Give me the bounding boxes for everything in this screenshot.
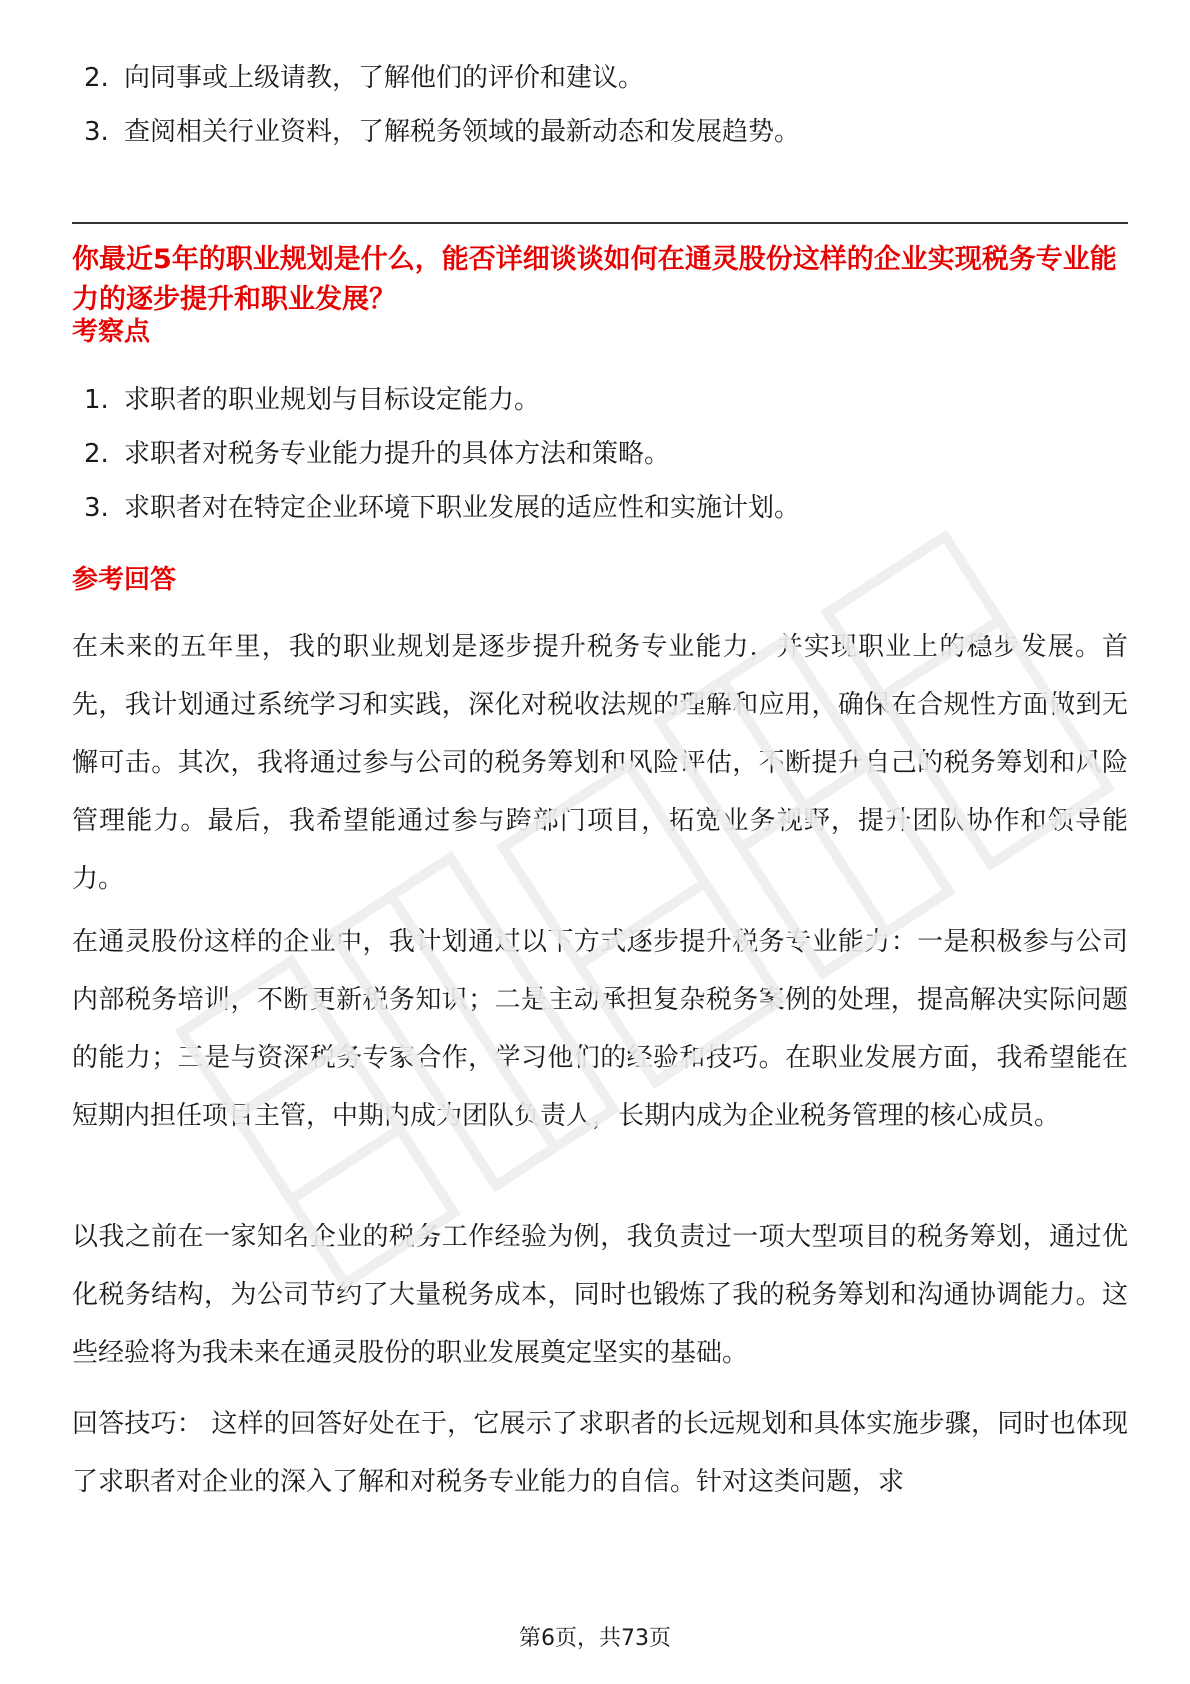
list-item (84, 60, 644, 96)
question-heading: 你最近5年的职业规划是什么，能否详细谈谈如何在通灵股份这样的企业实现税务专业能力的逐步提升和职业发展？ (72, 244, 1117, 315)
list-item-number: 2. (84, 63, 109, 93)
answer-heading: 参考回答 (72, 565, 177, 595)
section-divider (72, 222, 1128, 224)
answer-tips-paragraph: 回答技巧： 这样的回答好处在于，它展示了求职者的长远规划和具体实施步骤，同时也体现了求职者对企业的深入了解和对税务专业能力的自信。针对这类问题，求 (72, 1409, 1128, 1497)
answer-paragraph: 在未来的五年里，我的职业规划是逐步提升税务专业能力，并实现职业上的稳步发展。首先，我计划通过系统学习和实践，深化对税收法规的理解和应用，确保在合规性方面做到无懈可击。其次，我将通过参与公司的税务筹划和风险评估，不断提升自己的税务筹划和风险管理能力。最后，我希望能通过参与跨部门项目，拓宽业务视野，提升团队协作和领导能力。 (72, 632, 1128, 894)
list-item-text: 查阅相关行业资料，了解税务领域的最新动态和发展趋势。 (124, 117, 801, 147)
list-item-text: 求职者对在特定企业环境下职业发展的适应性和实施计划。 (124, 493, 801, 523)
answer-paragraph: 在通灵股份这样的企业中，我计划通过以下方式逐步提升税务专业能力：一是积极参与公司内部税务培训，不断更新税务知识；二是主动承担复杂税务案例的处理，提高解决实际问题的能力；三是与资深税务专家合作，学习他们的经验和技巧。在职业发展方面，我希望能在短期内担任项目主管，中期内成为团队负责人，长期内成为企业税务管理的核心成员。 (72, 927, 1128, 1131)
list-item-number: 1. (84, 385, 109, 415)
list-item-number: 2. (84, 439, 109, 469)
list-item-text: 向同事或上级请教，了解他们的评价和建议。 (124, 63, 645, 93)
page-number-footer: 第6页，共73页 (519, 1626, 671, 1651)
document-page (72, 0, 1128, 1684)
list-item-text: 求职者的职业规划与目标设定能力。 (124, 385, 541, 415)
list-item-text: 求职者对税务专业能力提升的具体方法和策略。 (124, 439, 671, 469)
list-item-number: 3. (84, 493, 109, 523)
list-item (84, 114, 800, 150)
list-item (84, 490, 800, 526)
answer-paragraph: 以我之前在一家知名企业的税务工作经验为例，我负责过一项大型项目的税务筹划，通过优化税务结构，为公司节约了大量税务成本，同时也锻炼了我的税务筹划和沟通协调能力。这些经验将为我未来在通灵股份的职业发展奠定坚实的基础。 (72, 1222, 1128, 1368)
assessment-heading: 考察点 (72, 317, 151, 347)
list-item (84, 436, 670, 472)
list-item-number: 3. (84, 117, 109, 147)
list-item (84, 382, 540, 418)
